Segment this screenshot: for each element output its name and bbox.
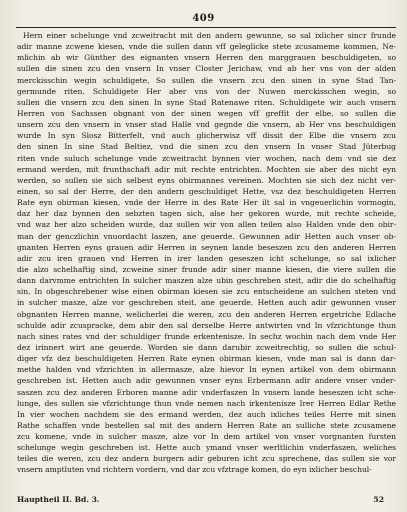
text-line: sin, In obgeschrebener wise einen obirman kiesen sie zcu entscheidene an sulchen steten vnd (17, 287, 396, 297)
text-line: schelunge wegin geschreben ist. Hette auch ymand vnser werltlichin vnderfaszen, weliches (17, 443, 396, 453)
header-rule (16, 27, 396, 28)
text-line: In vier wochen nachdem sie des ermand werden, dez auch ixliches teiles Herre mit sinen (17, 409, 396, 419)
text-line: saszen zcu dez anderen Erboren manne adir vnderfaszen In vnsern lande beseszen icht sche- (17, 387, 396, 397)
text-line: man der genczlichin vnuordacht laszen, ane geuerde. Gewunnen adir Hetten auch vnser ob- (17, 231, 396, 241)
text-line: daz her daz bynnen den sebzten tagen sich, alse her gekoren wurde, mit rechte scheide, (17, 209, 396, 219)
text-line: dez irinnert wirt ane geuerde. Worden sie dann darubir zcweitrechtig, so sullen die schul- (17, 342, 396, 352)
text-line: Rate eyn obirman kiesen, vnde der Herre in des Rate Her ilt sal in vngeuerlichin vormogin, (17, 198, 396, 208)
text-line: einen, so sal der Herre, der den andern geschuldiget Hette, vsz dez beschuldigeten Herren (17, 186, 396, 196)
text-line: lunge, des sullen sie vfzrichtunge thun vnde nemen nach irkentenisze Irer Herren Edlar Rethe (17, 398, 396, 408)
text-line: mlichin ab wir Günther des eignanten vnsern Herren den marggrauen beschuldigeten, so (17, 53, 396, 63)
text-line: obgnanten Herren manne, welicherlei die weren, zcu den anderen Herren ergetriche Edlache (17, 309, 396, 319)
page-footer (17, 495, 396, 507)
text-line: riten vnde suluch schelunge vnde zcweitracht bynnen vier wochen, nach dem vnd sie dez (17, 153, 396, 163)
page-number: 409 (192, 13, 215, 24)
text-line: Herren von Sachssen obgnant von der sinen wegen vff greffit der elbe, so sullen die (17, 108, 396, 118)
text-line: schulde adir zcuspracke, dem abir den sal derselbe Herre antwirten vnd In vfzrichtunge thun (17, 320, 396, 330)
text-line: adir manne zcwene kiesen, vnde die sullen dann vff geleglicke stete zcusameme kommen, Ne- (17, 42, 396, 52)
text-line: in sulcher masze, alze vor geschreben steit, ane geuerde. Hetten auch adir gewunnen vnser (17, 298, 396, 308)
text-line: methe halden vnd vfzrichten in allermasze, alze hievor In eynen artikel von dem obirmann (17, 365, 396, 375)
text-line: nach sines rates vnd der schuldiger frunde erkentenisze. In sechz wochin nach dem vnde Her (17, 331, 396, 341)
text-line: Hern einer schelunge vnd zcweitracht mit den andern gewunne, so sal ixlicher sincr frunde (23, 31, 396, 40)
footer-signature: Hauptheil II. Bd. 3. (17, 495, 100, 504)
text-line: vnsern amptluten vnd richtern vordern, vnd dar zcu vfztrage komen, do eyn ixlicher beschul- (17, 465, 372, 475)
text-line: dann darvmme entrichten In sulcher maszen alze ubin geschreben steit, adir die do schelhaftig (17, 276, 396, 286)
text-line: teiles die weren, zcu dez andern burgern adir geburen icht zcu sprechene, das sullen sie vor (17, 454, 396, 464)
text-line: wurde In syn Slosz Bitterfelt, vnd auch glicherwisz vff dissit der Elbe die vnsern zcu (17, 131, 396, 141)
text-line: gnanten Herren eyns grauen adir Herren in seynen lande beseszen zcu den anderen Herren (17, 242, 396, 252)
text-line: unsern zcu den vnsern in vnser stad Halle vnd gegnde die vnsern, ab Her vns beschuldigen (17, 120, 396, 130)
footer-sheet-number: 52 (373, 495, 384, 504)
text-line: den sinen In sine Stad Beltiez, vnd die sinen zcu den vnsern In vnser Stad Jüterbug (17, 142, 396, 152)
text-line: germunde riten. Schuldigete Her aber vns von der Nuwen merckisschen wegin, so (17, 86, 396, 96)
text-line: ermand werden, mit frunthschaft adir mit rechte entrichten. Mochten sie aber des nicht eyn (17, 164, 396, 174)
text-line: adir zcu iren grauen vnd Herren in irer landen geseszen icht schelunge, so sal ixlicher (17, 253, 396, 263)
text-line: zcu komene, vnde in sulcher masze, alze vor In dem artikel von vnser vorgnanten fursten (17, 432, 396, 442)
text-line: diger vfz dez beschuldigeten Herren Rate eynen obirman kiesen, vnde man sal is dann dar- (17, 354, 396, 364)
text-line: werden, so sullen sie sich selbest eyns obirmannes vereinen. Mochten sie sich dez nicht ver- (17, 175, 396, 185)
text-line: vnd waz her alzo scheiden wurde, daz sullen wir von allen teilen also Halden vnde den obir- (17, 220, 396, 230)
text-line: merckisschin wegin schuldigete, So sullen die vnsern zcu den sinen in syne Stad Tan- (17, 75, 396, 85)
text-line: sullen die vnsern zcu den sinen In syne Stad Ratenawe riten. Schuldigete wir auch vnsern (17, 97, 396, 107)
text-line: Rathe schaffen vnde bestellen sal mit des andern Herren Rate an sulliche stete zcusamene (17, 420, 396, 430)
text-line: geschreben ist. Hetten auch adir gewunnen vnser eyns Erbermann adir andere vnser vnder- (17, 376, 396, 386)
body-text (17, 30, 396, 476)
text-line: sullen die sinen zcu den vnsern In vnser Closter Jerichaw, vnd ab her vns von der alden (17, 64, 396, 74)
text-line: die alzo schelhaftig sind, zcweine siner frunde adir siner manne kiesen, die viere sullen die (17, 264, 396, 274)
